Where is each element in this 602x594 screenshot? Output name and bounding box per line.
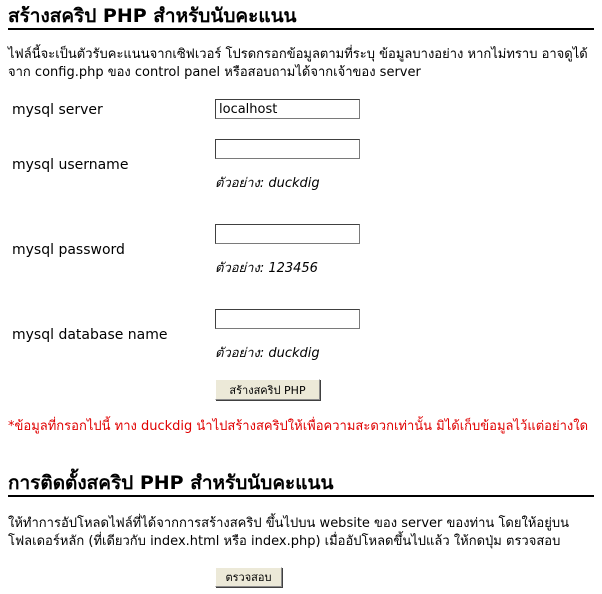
mysql-database-label: mysql database name — [12, 327, 168, 343]
password-example-hint: ตัวอย่าง: 123456 — [215, 261, 318, 276]
database-example-hint: ตัวอย่าง: duckdig — [215, 346, 320, 361]
install-instructions: ให้ทำการอัปโหลดไฟล์ที่ได้จากการสร้างสคริป ขึ้นไปบน website ของ server ของท่าน โดยให้อยู่บนโฟลเดอร์หลัก (ที่เดียวกับ index.html หรือ index.php) เมื่ออัปโหลดขึ้นไปแล้ว ให้กดปุ่ม ตรวจสอบ — [8, 516, 569, 549]
mysql-password-input[interactable] — [215, 224, 360, 244]
mysql-username-input[interactable] — [215, 139, 360, 159]
mysql-username-label: mysql username — [12, 157, 129, 173]
create-script-button[interactable]: สร้างสคริป PHP — [215, 379, 320, 400]
mysql-database-input[interactable] — [215, 309, 360, 329]
mysql-server-label: mysql server — [12, 102, 103, 118]
install-script-heading: การติดตั้งสคริป PHP สำหรับนับคะแนน — [8, 472, 594, 497]
privacy-note: *ข้อมูลที่กรอกไปนี้ ทาง duckdig นำไปสร้างสคริปให้เพื่อความสะดวกเท่านั้น มิได้เก็บข้อมูลไว้แต่อย่างใด — [8, 419, 589, 434]
intro-text: ไฟล์นี้จะเป็นตัวรับคะแนนจากเซิฟเวอร์ โปรดกรอกข้อมูลตามที่ระบุ ข้อมูลบางอย่าง หากไม่ทราบ อาจดูได้จาก config.php ของ control panel หรือสอบถามได้จากเจ้าของ server — [8, 47, 588, 80]
username-example-hint: ตัวอย่าง: duckdig — [215, 176, 320, 191]
mysql-password-label: mysql password — [12, 242, 125, 258]
check-button[interactable]: ตรวจสอบ — [215, 567, 282, 587]
create-script-heading: สร้างสคริป PHP สำหรับนับคะแนน — [8, 5, 594, 30]
mysql-server-input[interactable] — [215, 99, 360, 119]
